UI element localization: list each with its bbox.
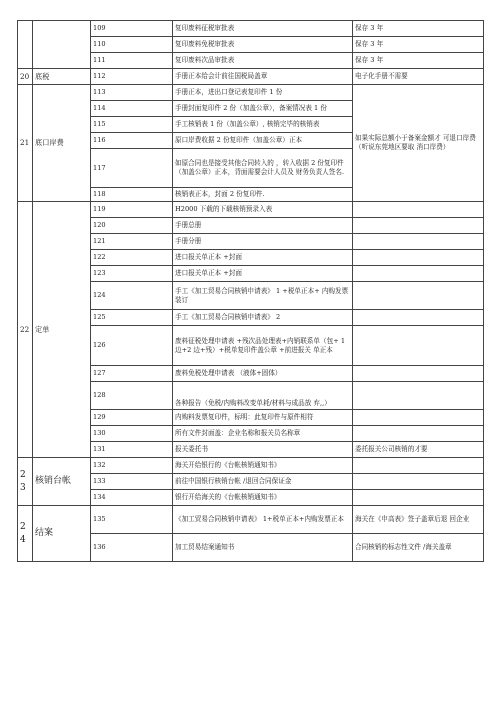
item-task: 手工《加工贸易合同核销申请表》 1 +税单正本+ 内购发票装订 xyxy=(173,282,353,310)
item-task: 各种报告（免税/内购料改变单耗/材料与成品放 弃,,） xyxy=(173,382,353,410)
item-number: 109 xyxy=(91,21,173,37)
item-number: 128 xyxy=(91,382,173,410)
item-note: 如果实际总额小于备案金额才 可退口岸费（听说东莞地区要取 消口岸费） xyxy=(353,85,484,202)
item-note: 电子化手册不需要 xyxy=(353,69,484,85)
item-number: 124 xyxy=(91,282,173,310)
category-name: 核销台帐 xyxy=(33,458,91,506)
item-number: 119 xyxy=(91,202,173,218)
item-number: 122 xyxy=(91,250,173,266)
item-task: 复印废料免税审批表 xyxy=(173,37,353,53)
table-row xyxy=(18,69,484,85)
category-name xyxy=(33,21,91,69)
item-number: 125 xyxy=(91,310,173,326)
item-number: 114 xyxy=(91,101,173,117)
table-row xyxy=(18,85,484,101)
item-task: 原口岸费收据 2 份复印件（加盖公章）正本 xyxy=(173,133,353,149)
item-note: 海关在《申高表》签子盖章后退 回企业 xyxy=(353,506,484,534)
item-note xyxy=(353,266,484,282)
table-row xyxy=(18,21,484,37)
item-note xyxy=(353,202,484,218)
table-row xyxy=(18,506,484,534)
item-number: 131 xyxy=(91,442,173,458)
item-task: 所有文件封面盖：企业名称和报关员名称章 xyxy=(173,426,353,442)
item-task: 加工贸易结案通知书 xyxy=(173,534,353,562)
item-number: 132 xyxy=(91,458,173,474)
item-note: 保存 3 年 xyxy=(353,53,484,69)
item-number: 121 xyxy=(91,234,173,250)
item-number: 130 xyxy=(91,426,173,442)
item-task: H2000 下载的下载核销预录入表 xyxy=(173,202,353,218)
item-number: 110 xyxy=(91,37,173,53)
item-number: 113 xyxy=(91,85,173,101)
item-number: 117 xyxy=(91,149,173,188)
item-note: 保存 3 年 xyxy=(353,37,484,53)
category-name: 底口岸费 xyxy=(33,85,91,202)
table-row xyxy=(18,458,484,474)
item-number: 115 xyxy=(91,117,173,133)
item-task: 前往中国银行核销台帐 /退回合同保证金 xyxy=(173,474,353,490)
item-task: 进口报关单正本 +封面 xyxy=(173,266,353,282)
item-task: 进口报关单正本 +封面 xyxy=(173,250,353,266)
item-note xyxy=(353,310,484,326)
item-number: 112 xyxy=(91,69,173,85)
item-task: 《加工贸易合同核销申请表》 1+税单正本+内购发票正本 xyxy=(173,506,353,534)
category-number: 22 xyxy=(18,202,33,458)
item-note xyxy=(353,410,484,426)
item-note xyxy=(353,458,484,474)
category-number: 23 xyxy=(18,458,33,506)
item-task: 内购料发票复印件，标明：此复印件与原件相符 xyxy=(173,410,353,426)
item-number: 134 xyxy=(91,490,173,506)
item-task: 废料免税处理申请表 （液体+固体） xyxy=(173,366,353,382)
item-note xyxy=(353,250,484,266)
category-number: 21 xyxy=(18,85,33,202)
category-number: 24 xyxy=(18,506,33,562)
item-number: 120 xyxy=(91,218,173,234)
item-number: 133 xyxy=(91,474,173,490)
verification-checklist-table xyxy=(17,20,484,562)
category-name: 底税 xyxy=(33,69,91,85)
item-number: 127 xyxy=(91,366,173,382)
item-task: 海关开给银行的《台帐核销通知书》 xyxy=(173,458,353,474)
category-name: 结案 xyxy=(33,506,91,562)
item-task: 手册正本，进出口登记表复印件 1 份 xyxy=(173,85,353,101)
item-number: 111 xyxy=(91,53,173,69)
item-task: 报关委托书 xyxy=(173,442,353,458)
category-number: 20 xyxy=(18,69,33,85)
item-task: 手册封面复印件 2 份（加盖公章），备案情况表 1 份 xyxy=(173,101,353,117)
item-task: 手册正本给会计前往国税局盖章 xyxy=(173,69,353,85)
item-number: 126 xyxy=(91,326,173,366)
item-note xyxy=(353,382,484,410)
item-number: 135 xyxy=(91,506,173,534)
item-task: 手工《加工贸易合同核销申请表》 2 xyxy=(173,310,353,326)
item-task: 如原合同也是接受其他合同转入的 ，转入收据 2 份复印件（加盖公章）正本，背面需要会计人员及 财务负责人签名. xyxy=(173,149,353,188)
item-number: 116 xyxy=(91,133,173,149)
category-number xyxy=(18,21,33,69)
item-task: 银行开给海关的《台帐核销通知书》 xyxy=(173,490,353,506)
item-note: 合同核销的标志性文件 /海关盖章 xyxy=(353,534,484,562)
item-task: 手工核销表 1 份（加盖公章）, 核销完毕的核销表 xyxy=(173,117,353,133)
table-row xyxy=(18,202,484,218)
item-task: 核销表正本，封面 2 份复印件. xyxy=(173,188,353,202)
item-number: 123 xyxy=(91,266,173,282)
item-number: 136 xyxy=(91,534,173,562)
item-note xyxy=(353,326,484,366)
item-note xyxy=(353,474,484,490)
item-number: 129 xyxy=(91,410,173,426)
item-task: 废料征税处理申请表 +残次品处理表+内销联系单（包+ 1 边+2 边+残）+税单复印件盖公章 +前进报关 单正本 xyxy=(173,326,353,366)
item-note: 委托报关公司核销的才要 xyxy=(353,442,484,458)
item-note xyxy=(353,490,484,506)
item-note xyxy=(353,282,484,310)
item-note: 保存 3 年 xyxy=(353,21,484,37)
item-note xyxy=(353,366,484,382)
item-task: 复印废料次品审批表 xyxy=(173,53,353,69)
item-task: 手册分册 xyxy=(173,234,353,250)
item-task: 复印废料征税审批表 xyxy=(173,21,353,37)
item-number: 118 xyxy=(91,188,173,202)
item-note xyxy=(353,218,484,234)
item-task: 手册总册 xyxy=(173,218,353,234)
item-note xyxy=(353,426,484,442)
item-note xyxy=(353,234,484,250)
category-name: 定单 xyxy=(33,202,91,458)
